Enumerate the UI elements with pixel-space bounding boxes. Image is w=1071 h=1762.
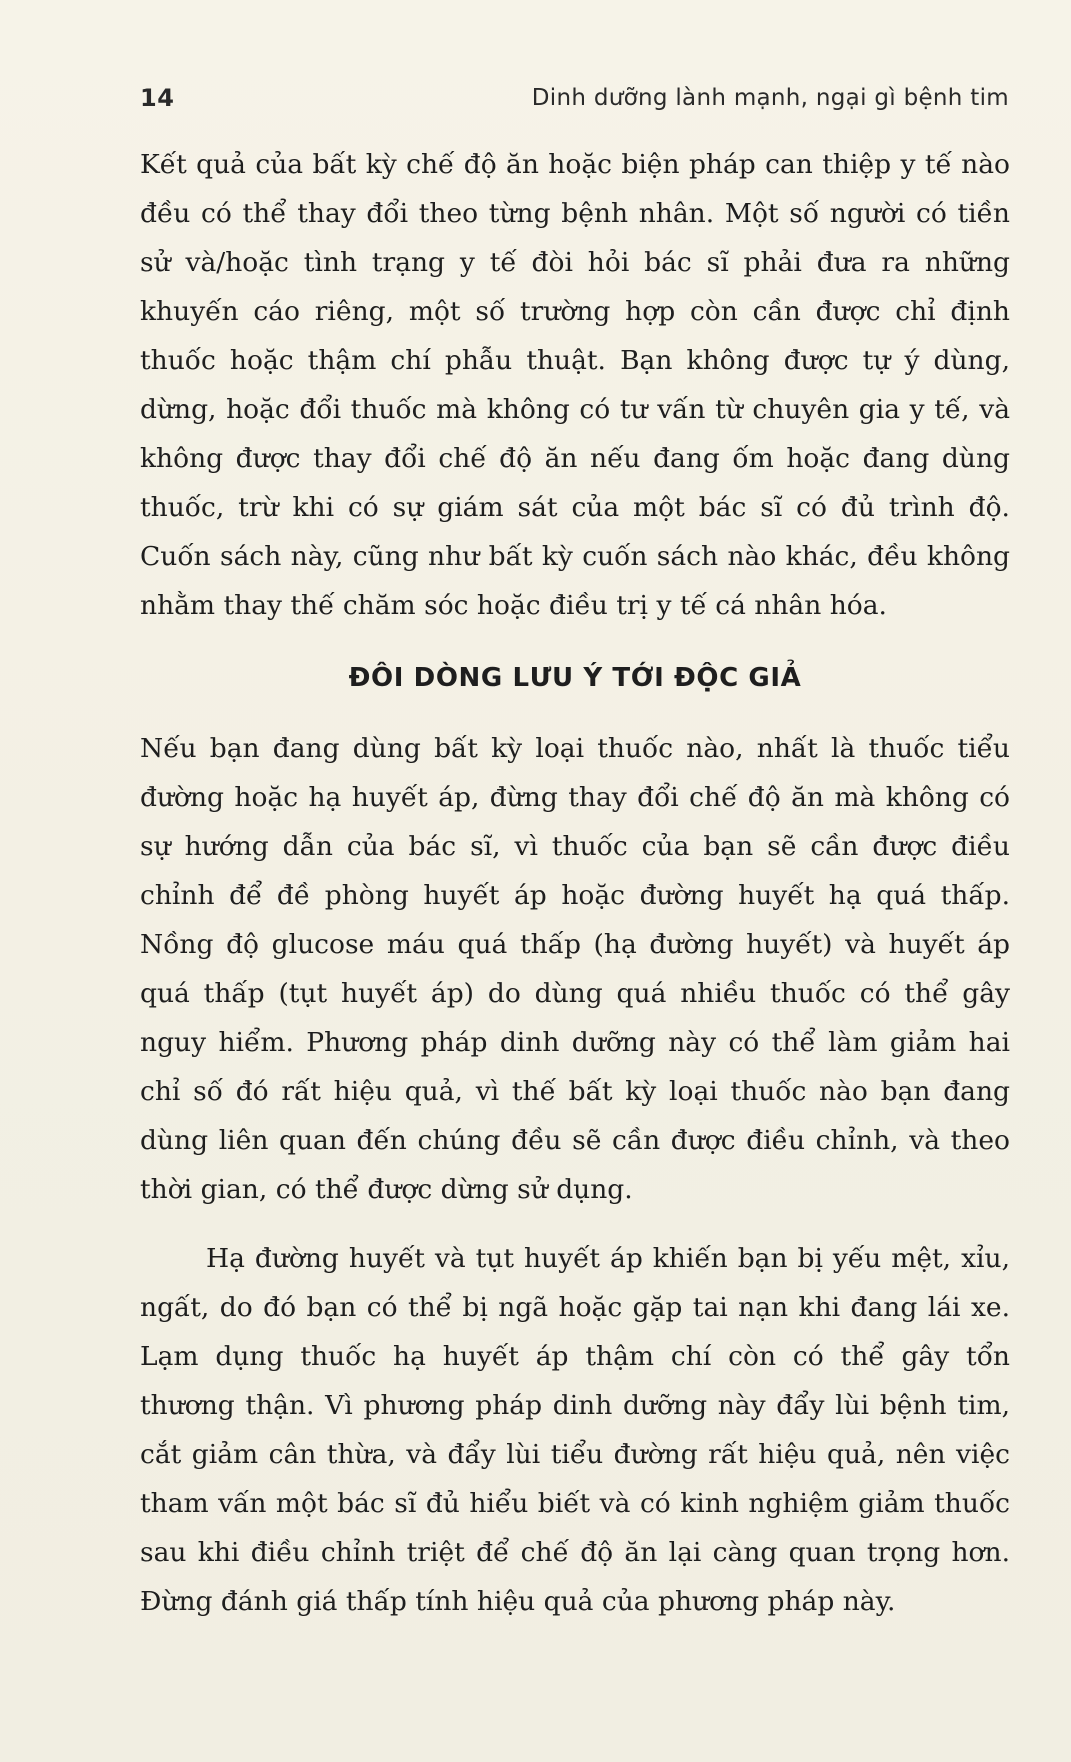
running-title: Dinh dưỡng lành mạnh, ngại gì bệnh tim (531, 85, 1009, 111)
page-body (140, 140, 1010, 1626)
page-header (140, 80, 1009, 116)
paragraph-medication-warning: Nếu bạn đang dùng bất kỳ loại thuốc nào, nhất là thuốc tiểu đường hoặc hạ huyết áp, đừng thay đổi chế độ ăn mà không có sự hướng dẫn của bác sĩ, vì thuốc của bạn sẽ cần được điều chỉnh để đề phòng huyết áp hoặc đường huyết hạ quá thấp. Nồng độ glucose máu quá thấp (hạ đường huyết) và huyết áp quá thấp (tụt huyết áp) do dùng quá nhiều thuốc có thể gây nguy hiểm. Phương pháp dinh dưỡng này có thể làm giảm hai chỉ số đó rất hiệu quả, vì thế bất kỳ loại thuốc nào bạn đang dùng liên quan đến chúng đều sẽ cần được điều chỉnh, và theo thời gian, có thể được dừng sử dụng. (140, 733, 1010, 1205)
page-number: 14 (140, 84, 175, 112)
paragraph-disclaimer: Kết quả của bất kỳ chế độ ăn hoặc biện pháp can thiệp y tế nào đều có thể thay đổi theo từng bệnh nhân. Một số người có tiền sử và/hoặc tình trạng y tế đòi hỏi bác sĩ phải đưa ra những khuyến cáo riêng, một số trường hợp còn cần được chỉ định thuốc hoặc thậm chí phẫu thuật. Bạn không được tự ý dùng, dừng, hoặc đổi thuốc mà không có tư vấn từ chuyên gia y tế, và không được thay đổi chế độ ăn nếu đang ốm hoặc đang dùng thuốc, trừ khi có sự giám sát của một bác sĩ có đủ trình độ. Cuốn sách này, cũng như bất kỳ cuốn sách nào khác, đều không nhằm thay thế chăm sóc hoặc điều trị y tế cá nhân hóa. (140, 149, 1010, 621)
section-heading: ĐÔI DÒNG LƯU Ý TỚI ĐỘC GIẢ (348, 663, 802, 693)
paragraph-hypoglycemia-warning: Hạ đường huyết và tụt huyết áp khiến bạn bị yếu mệt, xỉu, ngất, do đó bạn có thể bị ngã hoặc gặp tai nạn khi đang lái xe. Lạm dụng thuốc hạ huyết áp thậm chí còn có thể gây tổn thương thận. Vì phương pháp dinh dưỡng này đẩy lùi bệnh tim, cắt giảm cân thừa, và đẩy lùi tiểu đường rất hiệu quả, nên việc tham vấn một bác sĩ đủ hiểu biết và có kinh nghiệm giảm thuốc sau khi điều chỉnh triệt để chế độ ăn lại càng quan trọng hơn. Đừng đánh giá thấp tính hiệu quả của phương pháp này. (140, 1243, 1010, 1617)
